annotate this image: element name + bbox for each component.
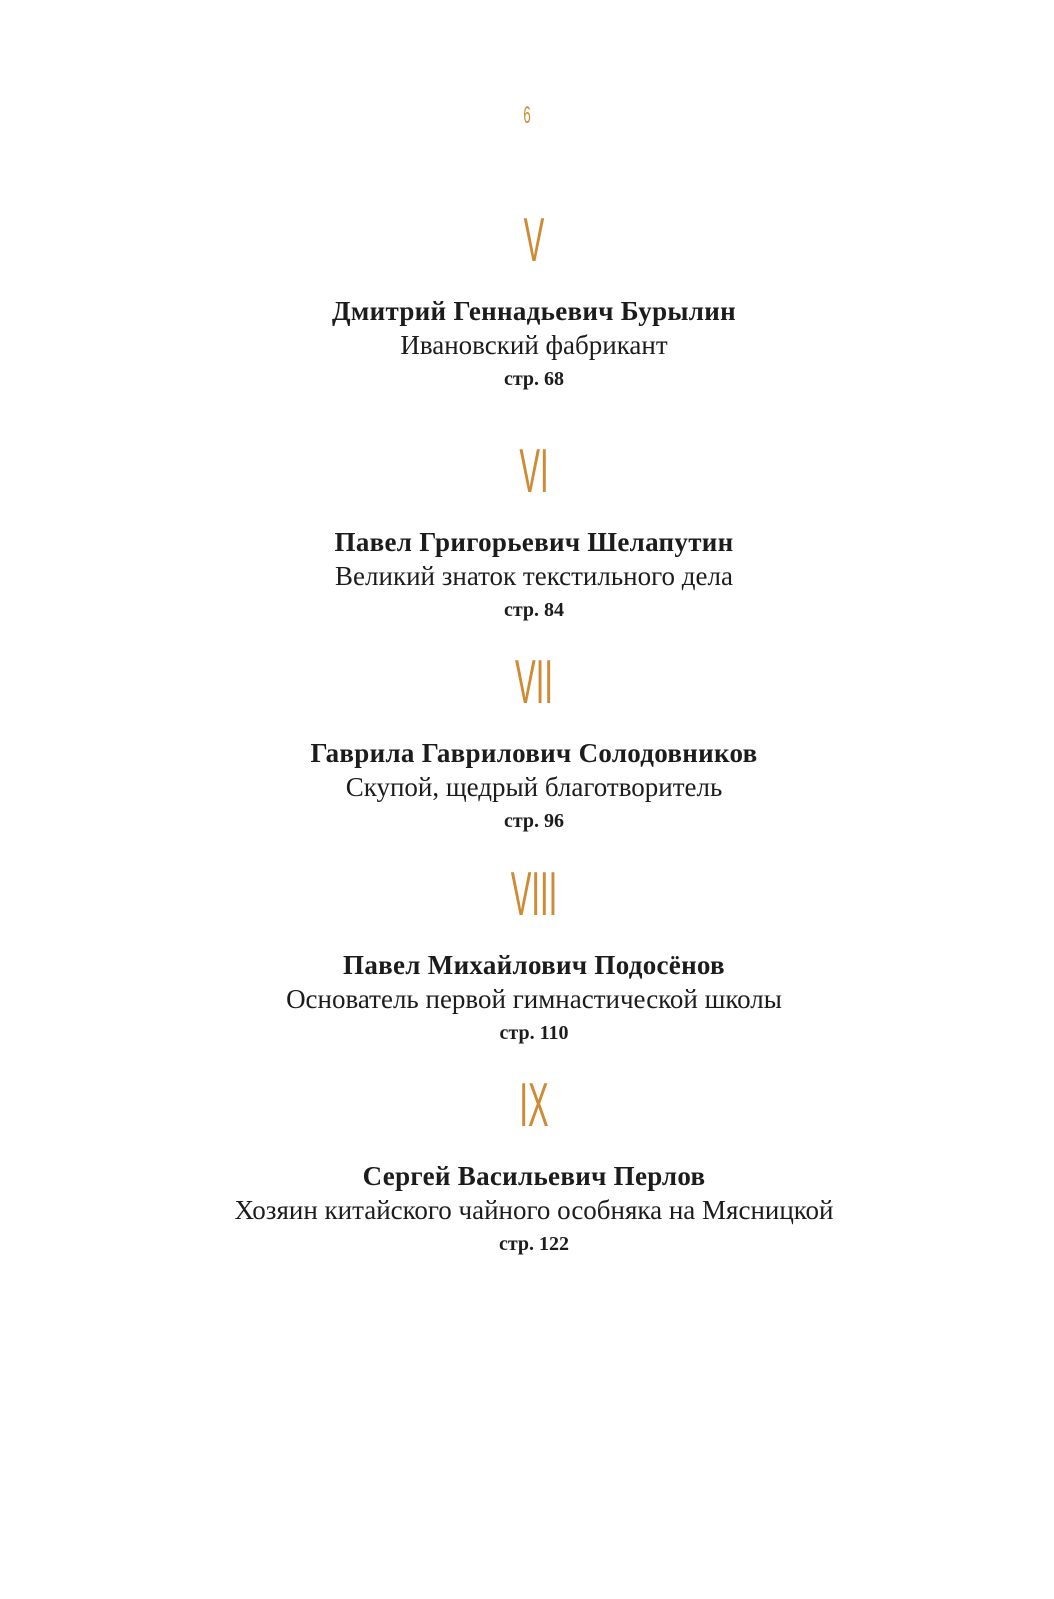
toc-entry-v [0, 206, 1054, 391]
entry-subtitle: Основатель первой гимнастической школы [286, 984, 782, 1014]
entry-name: Гаврила Гаврилович Солодовников [310, 738, 758, 768]
entry-subtitle: Скупой, щедрый благотворитель [345, 772, 723, 802]
entry-page-ref[interactable]: стр. 110 [499, 1022, 569, 1044]
chapter-numeral: VII [515, 648, 553, 717]
entry-page-ref[interactable]: стр. 84 [503, 599, 565, 621]
entry-subtitle: Великий знаток текстильного дела [335, 561, 733, 591]
toc-entry-vi [0, 437, 1054, 622]
toc-entry-viii [0, 860, 1054, 1045]
entry-page-ref[interactable]: стр. 68 [503, 368, 565, 390]
entry-subtitle: Хозяин китайского чайного особняка на Мясницкой [234, 1195, 834, 1225]
entry-page-ref[interactable]: стр. 122 [498, 1233, 570, 1255]
chapter-numeral: VI [519, 437, 549, 506]
toc-entry-vii [0, 648, 1054, 833]
entry-name: Сергей Васильевич Перлов [362, 1161, 706, 1191]
toc-entry-ix [0, 1071, 1054, 1256]
entry-name: Павел Михайлович Подосёнов [343, 950, 725, 980]
entry-name: Дмитрий Геннадьевич Бурылин [332, 296, 736, 326]
entry-name: Павел Григорьевич Шелапутин [334, 527, 734, 557]
entry-subtitle: Ивановский фабрикант [400, 330, 668, 360]
chapter-numeral: V [523, 206, 545, 275]
chapter-numeral: IX [519, 1071, 549, 1140]
page-number: 6 [523, 102, 531, 129]
chapter-numeral: VIII [510, 860, 558, 929]
entry-page-ref[interactable]: стр. 96 [503, 810, 565, 832]
